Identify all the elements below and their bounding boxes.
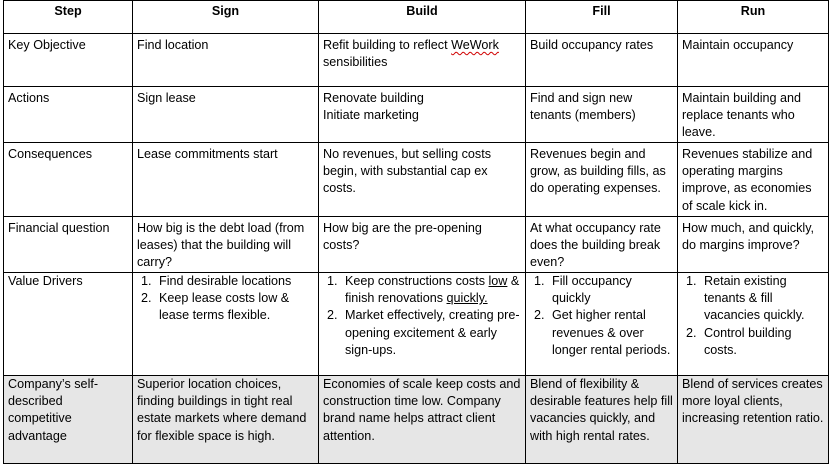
row-competitive-advantage	[4, 376, 829, 464]
cell-build: No revenues, but selling costs begin, with substantial cap ex costs.	[319, 143, 526, 217]
underlined-word: quickly.	[446, 291, 488, 306]
list-item: 2. Keep lease costs low & lease terms flexible.	[155, 290, 314, 324]
list-item: 2. Control building costs.	[700, 325, 824, 359]
cell-fill: Find and sign new tenants (members)	[526, 87, 678, 143]
cell-sign: Find location	[133, 34, 319, 87]
header-row	[4, 1, 829, 34]
row-label: Financial question	[4, 217, 133, 273]
row-value-drivers	[4, 273, 829, 376]
driver-list	[530, 273, 673, 359]
cell-build: How big are the pre-opening costs?	[319, 217, 526, 273]
cell-build	[319, 273, 526, 376]
item-text: Keep constructions costs	[345, 274, 489, 288]
cell-build	[319, 34, 526, 87]
cell-fill: Build occupancy rates	[526, 34, 678, 87]
cell-sign: How big is the debt load (from leases) that the building will carry?	[133, 217, 319, 273]
cell-sign: Superior location choices, finding buildings in tight real estate markets where demand for flexible space is high.	[133, 376, 319, 464]
header-build: Build	[319, 1, 526, 34]
cell-build: Economies of scale keep costs and construction time low. Company brand name helps attract client attention.	[319, 376, 526, 464]
cell-line: Initiate marketing	[323, 108, 419, 123]
row-label: Consequences	[4, 143, 133, 217]
list-item: 2. Get higher rental revenues & over longer rental periods.	[548, 307, 673, 359]
row-label: Company’s self-described competitive advantage	[4, 376, 133, 464]
driver-list	[137, 273, 314, 325]
header-run: Run	[678, 1, 829, 34]
row-key-objective	[4, 34, 829, 87]
cell-build	[319, 87, 526, 143]
cell-sign: Sign lease	[133, 87, 319, 143]
row-label: Actions	[4, 87, 133, 143]
header-step: Step	[4, 1, 133, 34]
driver-list	[323, 273, 521, 359]
cell-line: Renovate building	[323, 91, 424, 105]
row-actions	[4, 87, 829, 143]
cell-sign	[133, 273, 319, 376]
cell-fill	[526, 273, 678, 376]
cell-fill: At what occupancy rate does the building break even?	[526, 217, 678, 273]
list-item	[341, 273, 521, 307]
lifecycle-table-container	[3, 0, 829, 464]
cell-run: Maintain occupancy	[678, 34, 829, 87]
row-consequences	[4, 143, 829, 217]
row-label: Value Drivers	[4, 273, 133, 376]
cell-text: Refit building to reflect	[323, 38, 452, 52]
lifecycle-table	[3, 0, 829, 464]
cell-run: Revenues stabilize and operating margins improve, as economies of scale kick in.	[678, 143, 829, 217]
header-sign: Sign	[133, 1, 319, 34]
header-fill: Fill	[526, 1, 678, 34]
cell-text: sensibilities	[323, 55, 388, 70]
cell-fill: Revenues begin and grow, as building fills, as do operating expenses.	[526, 143, 678, 217]
list-item: 2. Market effectively, creating pre-opening excitement & early sign-ups.	[341, 307, 521, 359]
row-financial-question	[4, 217, 829, 273]
cell-run: Blend of services creates more loyal clients, increasing retention ratio.	[678, 376, 829, 464]
underlined-word: low	[488, 274, 508, 288]
cell-run	[678, 273, 829, 376]
driver-list	[682, 273, 824, 359]
row-label: Key Objective	[4, 34, 133, 87]
cell-run: How much, and quickly, do margins improve?	[678, 217, 829, 273]
item-text: & finish renovations	[345, 274, 520, 306]
list-item: 1. Fill occupancy quickly	[548, 273, 673, 307]
list-item: 1. Find desirable locations	[155, 273, 314, 290]
cell-fill: Blend of flexibility & desirable features help fill vacancies quickly, and with high rental rates.	[526, 376, 678, 464]
list-item: 1. Retain existing tenants & fill vacancies quickly.	[700, 273, 824, 325]
brand-name: WeWork	[451, 38, 499, 52]
cell-run: Maintain building and replace tenants who leave.	[678, 87, 829, 143]
cell-sign: Lease commitments start	[133, 143, 319, 217]
